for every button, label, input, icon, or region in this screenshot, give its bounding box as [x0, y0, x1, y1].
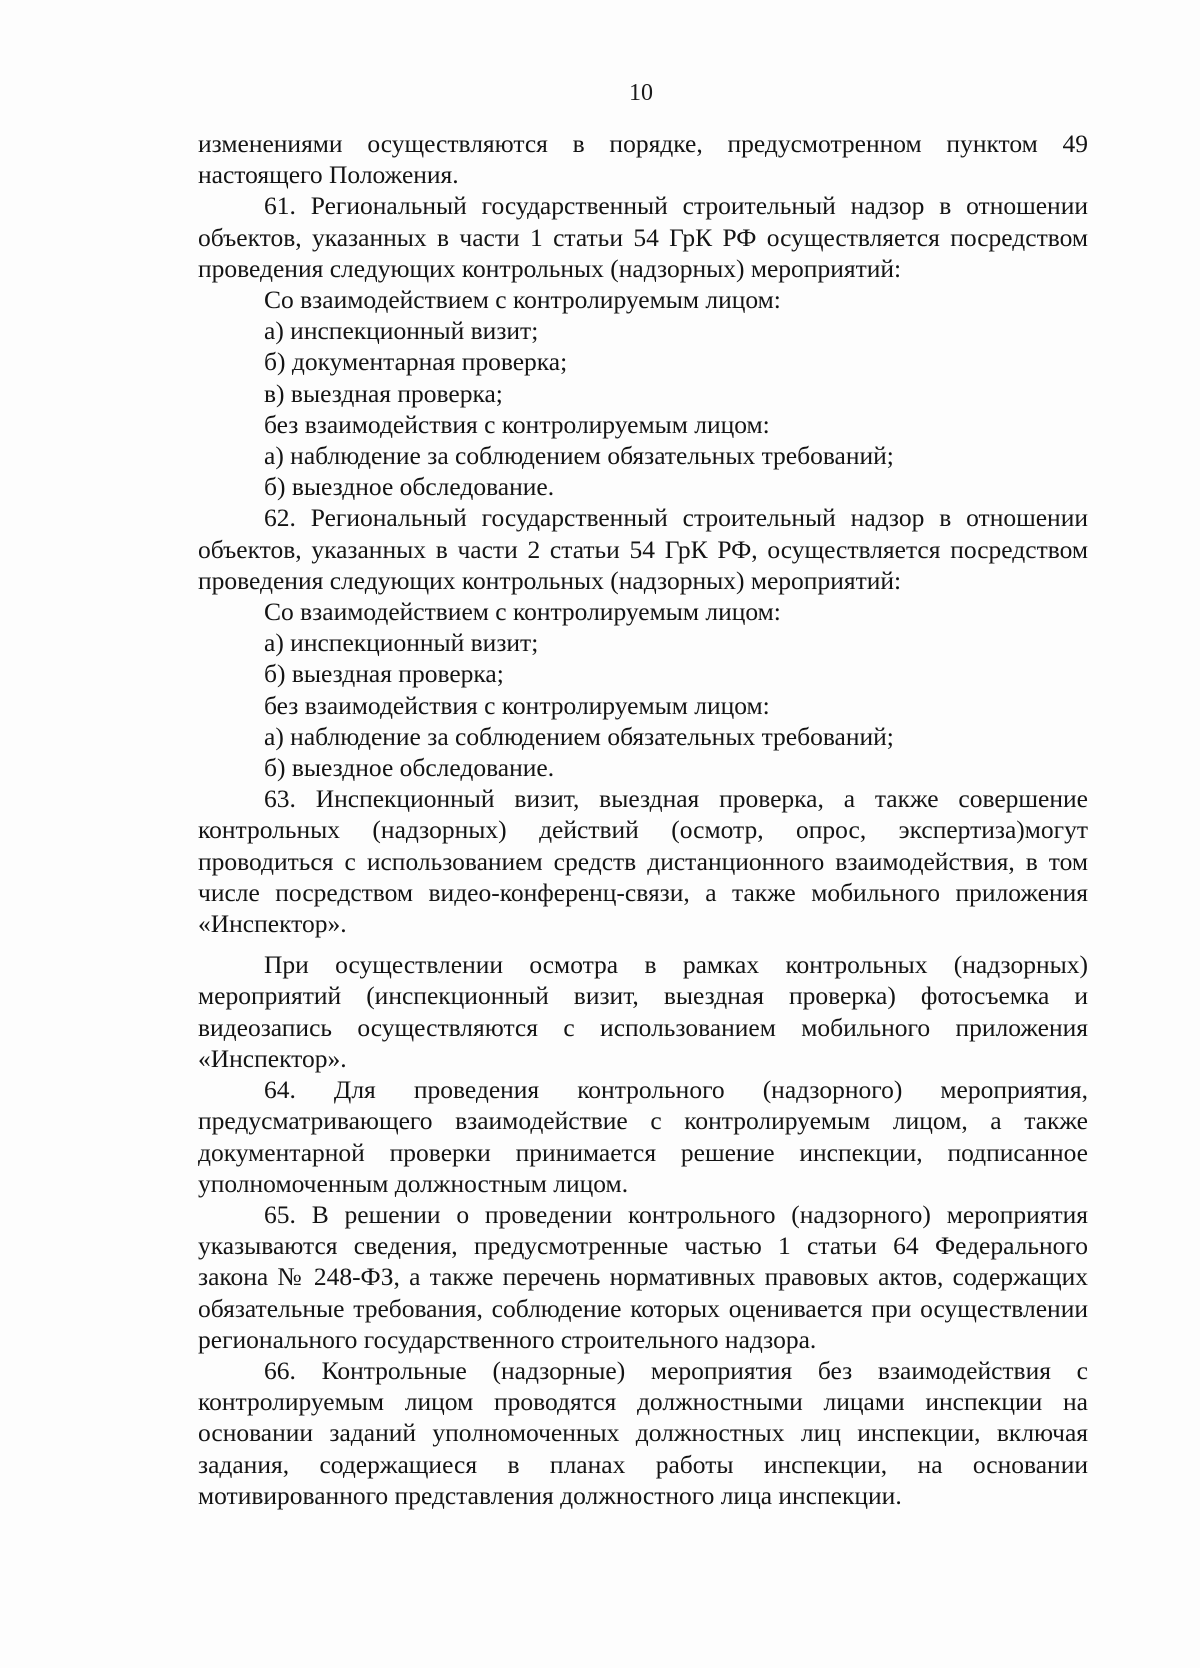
list-item: а) инспекционный визит;: [264, 628, 539, 658]
list-item: б) выездная проверка;: [264, 659, 504, 689]
list-item: а) инспекционный визит;: [264, 316, 539, 346]
paragraph-61: 61. Региональный государственный строительный надзор в отношении объектов, указанных в части 1 статьи 54 ГрК РФ осуществляется посредством проведения следующих контрольных (надзорных) мероприятий:: [198, 191, 1088, 283]
list-item: б) выездное обследование.: [264, 472, 555, 502]
list-heading-with-interaction: Со взаимодействием с контролируемым лицом:: [264, 597, 781, 627]
list-heading-with-interaction: Со взаимодействием с контролируемым лицом:: [264, 285, 781, 315]
paragraph-65: 65. В решении о проведении контрольного (надзорного) мероприятия указываются сведения, предусмотренные частью 1 статьи 64 Федерального закона № 248-ФЗ, а также перечень нормативных правовых актов, содержащих обязательные требования, соблюдение которых оценивается при осуществлении регионального государственного строительного надзора.: [198, 1199, 1088, 1354]
list-item: а) наблюдение за соблюдением обязательных требований;: [264, 441, 894, 471]
list-item: а) наблюдение за соблюдением обязательных требований;: [264, 721, 894, 751]
list-item: б) документарная проверка;: [264, 347, 568, 377]
paragraph-63-continued: При осуществлении осмотра в рамках контрольных (надзорных) мероприятий (инспекционный визит, выездная проверка) фотосъемка и видеозапись осуществляются с использованием мобильного приложения «Инспектор».: [198, 950, 1088, 1073]
paragraph-64: 64. Для проведения контрольного (надзорного) мероприятия, предусматривающего взаимодействие с контролируемым лицом, а также документарной проверки принимается решение инспекции, подписанное уполномоченным должностным лицом.: [198, 1075, 1088, 1198]
document-body: [198, 128, 1088, 1511]
list-item: в) выездная проверка;: [264, 378, 503, 408]
paragraph-62: 62. Региональный государственный строительный надзор в отношении объектов, указанных в части 2 статьи 54 ГрК РФ, осуществляется посредством проведения следующих контрольных (надзорных) мероприятий:: [198, 503, 1088, 595]
page-number: 10: [629, 80, 653, 106]
list-heading-without-interaction: без взаимодействия с контролируемым лицом:: [264, 409, 770, 439]
list-heading-without-interaction: без взаимодействия с контролируемым лицом:: [264, 690, 770, 720]
paragraph-66: 66. Контрольные (надзорные) мероприятия без взаимодействия с контролируемым лицом проводятся должностными лицами инспекции на основании заданий уполномоченных должностных лиц инспекции, включая задания, содержащиеся в планах работы инспекции, на основании мотивированного представления должностного лица инспекции.: [198, 1355, 1088, 1510]
paragraph-continuation: изменениями осуществляются в порядке, предусмотренном пунктом 49 настоящего Положения.: [198, 129, 1088, 190]
list-item: б) выездное обследование.: [264, 753, 555, 783]
paragraph-63: 63. Инспекционный визит, выездная проверка, а также совершение контрольных (надзорных) действий (осмотр, опрос, экспертиза)могут проводиться с использованием средств дистанционного взаимодействия, в том числе посредством видео-конференц-связи, а также мобильного приложения «Инспектор».: [198, 784, 1088, 939]
